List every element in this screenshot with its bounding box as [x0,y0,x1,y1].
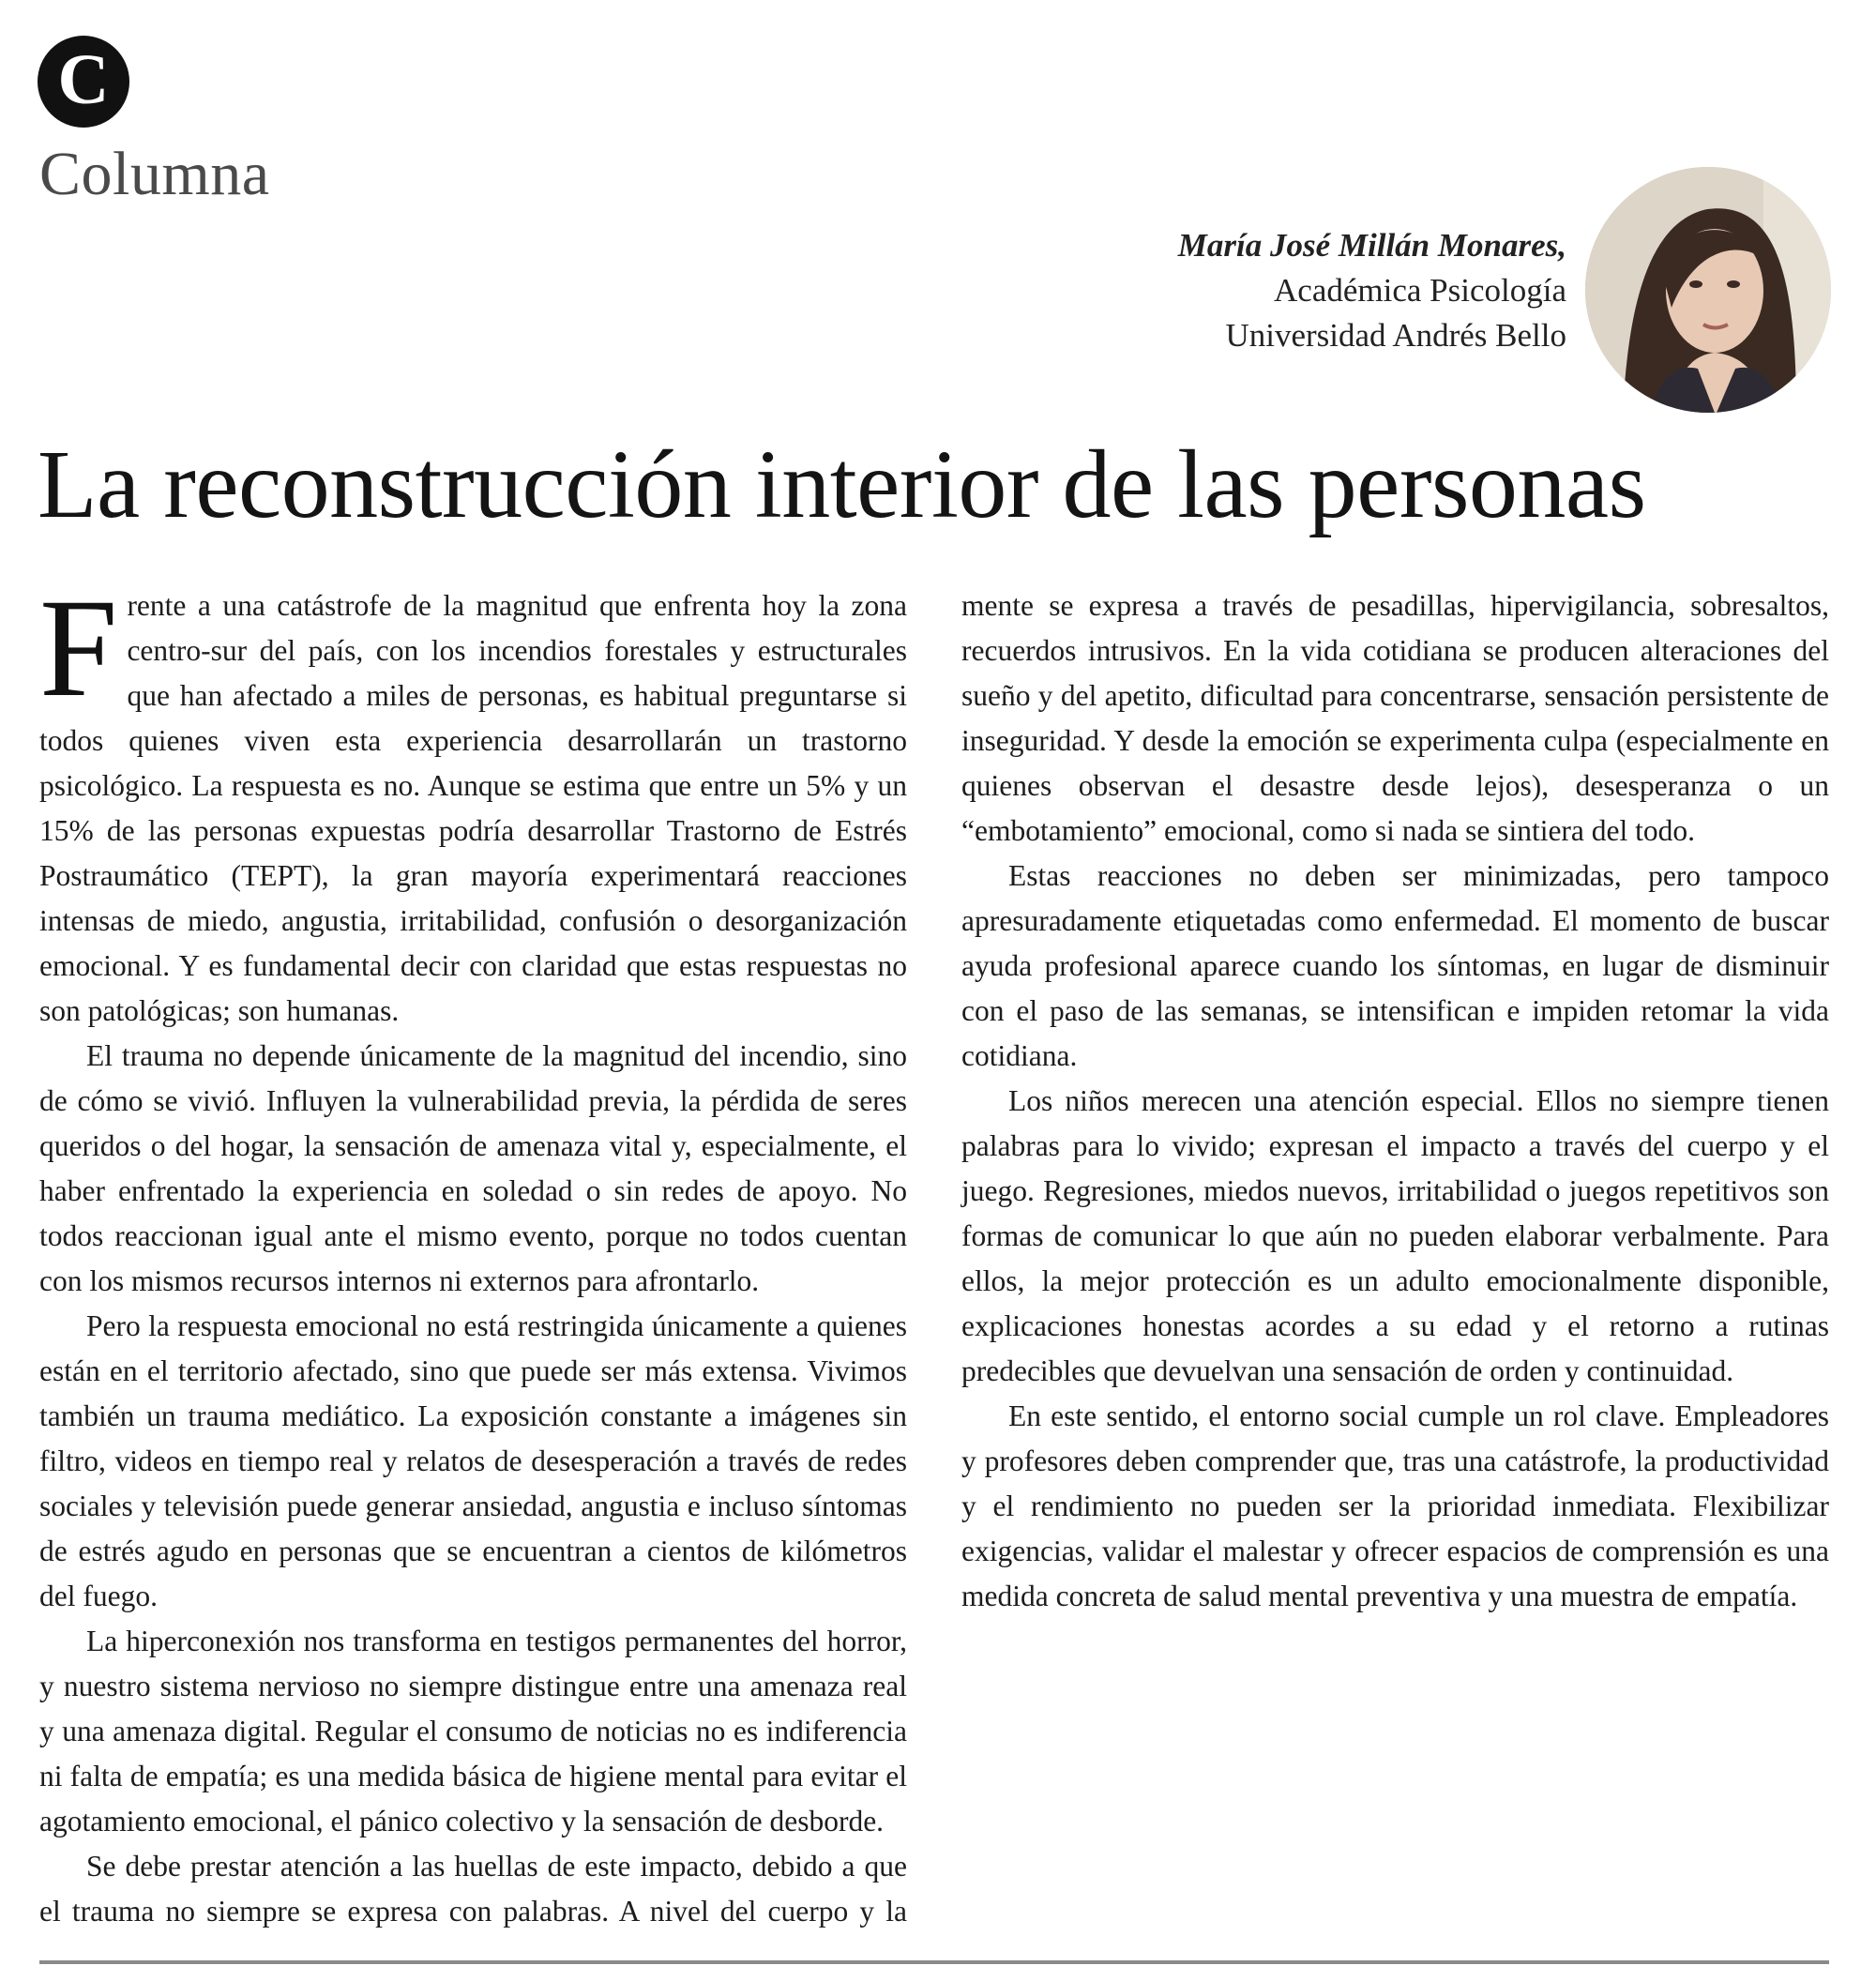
paragraph-2: El trauma no depende únicamente de la magnitud del incendio, sino de cómo se vivió. Influyen la vulnerabilidad previa, la pérdida de seres queridos o del hogar, la sensación de amenaza vital y, especialmente, el haber enfrentado la experiencia en soledad o sin redes de apoyo. No todos reaccionan igual ante el mismo evento, porque no todos cuentan con los mismos recursos internos ni externos para afrontarlo. [39,1039,907,1297]
paragraph-8: En este sentido, el entorno social cumple un rol clave. Empleadores y profesores deben comprender que, tras una catástrofe, la productividad y el rendimiento no pueden ser la prioridad inmediata. Flexibilizar exigencias, validar el malestar y ofrecer espacios de comprensión es una medida concreta de salud mental preventiva y una muestra de empatía. [961,1399,1829,1612]
paragraph-3: Pero la respuesta emocional no está restringida únicamente a quienes están en el territorio afectado, sino que puede ser más extensa. Vivimos también un trauma mediático. La exposición constante a imágenes sin filtro, videos en tiempo real y relatos de desesperación a través de redes sociales y televisión puede generar ansiedad, angustia e incluso síntomas de estrés agudo en personas que se encuentran a cientos de kilómetros del fuego. [39,1309,907,1612]
paragraph-6: Estas reacciones no deben ser minimizadas, pero tampoco apresuradamente etiquetadas como enfermedad. El momento de buscar ayuda profesional aparece cuando los síntomas, en lugar de disminuir con el paso de las semanas, se intensifican e impiden retomar la vida cotidiana. [961,859,1829,1072]
byline [1178,223,1566,358]
bottom-rule [39,1960,1829,1964]
author-role: Académica Psicología [1274,272,1566,309]
author-photo [1585,167,1831,413]
article-body [39,570,1829,1934]
paragraph-1 [39,570,907,1034]
author-institution: Universidad Andrés Bello [1225,317,1566,354]
section-badge [38,36,129,128]
paragraph-1-text: rente a una catástrofe de la magnitud que enfrenta hoy la zona centro-sur del país, con los incendios forestales y estructurales que han afectado a miles de personas, es habitual preguntarse si todos quienes viven esta experiencia desarrollarán un trastorno psicológico. La respuesta es no. Aunque se estima que entre un 5% y un 15% de las personas expuestas podría desarrollar Trastorno de Estrés Postraumático (TEPT), la gran mayoría experimentará reacciones intensas de miedo, angustia, irritabilidad, confusión o desorganización emocional. Y es fundamental decir con claridad que estas respuestas no son patológicas; son humanas. [39,589,907,1027]
section-label: Columna [39,140,270,208]
author-photo-icon [1585,167,1831,413]
paragraph-4: La hiperconexión nos transforma en testigos permanentes del horror, y nuestro sistema nervioso no siempre distingue entre una amenaza real y una amenaza digital. Regular el consumo de noticias no es indiferencia ni falta de empatía; es una medida básica de higiene mental para evitar el agotamiento emocional, el pánico colectivo y la sensación de desborde. [39,1625,907,1837]
article-title: La reconstrucción interior de las personas [38,431,1646,538]
paragraph-5: Se debe prestar atención a las huellas de este impacto, debido a que el trauma no siempre se expresa con palabras. A nivel del cuerpo y la mente se expresa a través de pesadillas, hipervigilancia, sobresaltos, recuerdos intrusivos. En la vida cotidiana se producen alteraciones del sueño y del apetito, dificultad para concentrarse, sensación persistente de inseguridad. Y desde la emoción se experimenta culpa (especialmente en quienes observan el desastre desde lejos), desesperanza o un “embotamiento” emocional, como si nada se sintiera del todo. [39,589,1829,1928]
author-name: María José Millán Monares, [1177,227,1566,264]
drop-cap: F [39,570,118,726]
section-badge-letter: C [57,40,110,119]
paragraph-7: Los niños merecen una atención especial. Ellos no siempre tienen palabras para lo vivido; expresan el impacto a través del cuerpo y el juego. Regresiones, miedos nuevos, irritabilidad o juegos repetitivos son formas de comunicar lo que aún no pueden elaborar verbalmente. Para ellos, la mejor protección es un adulto emocionalmente disponible, explicaciones honestas acordes a su edad y el retorno a rutinas predecibles que devuelvan una sensación de orden y continuidad. [961,1084,1829,1387]
